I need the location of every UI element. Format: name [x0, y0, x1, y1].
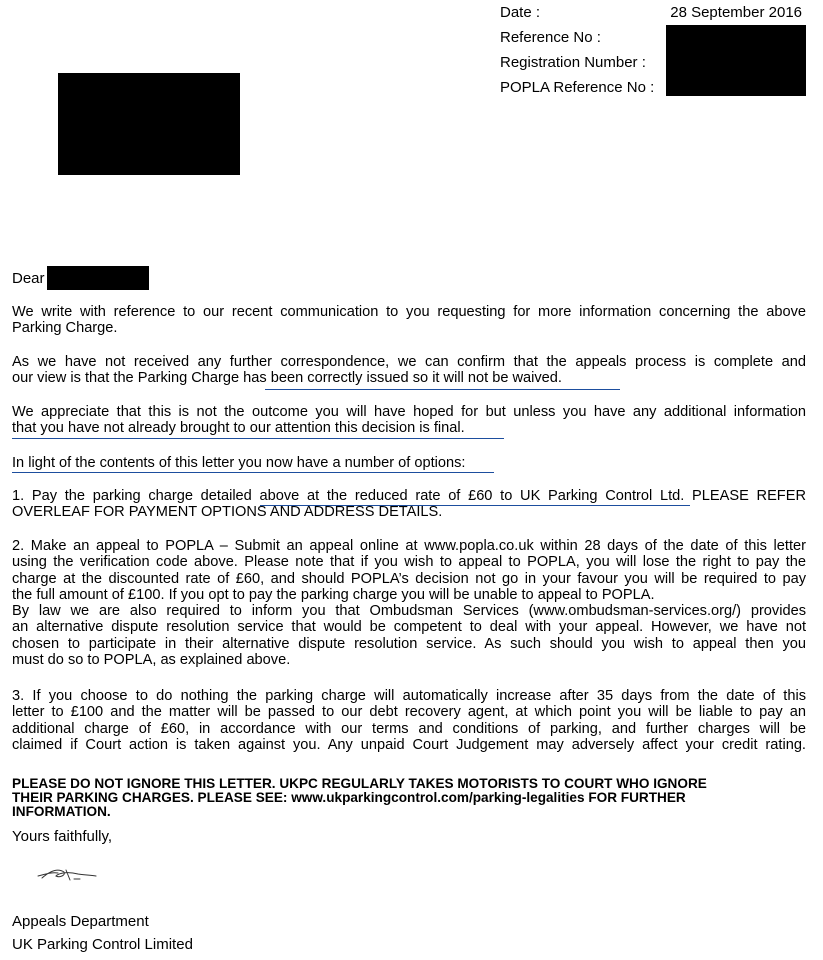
paragraph-line: OVERLEAF FOR PAYMENT OPTIONS AND ADDRESS DETAILS. — [12, 504, 443, 521]
signatory-company: UK Parking Control Limited — [12, 936, 193, 953]
paragraph-intro — [12, 304, 806, 337]
date-value: 28 September 2016 — [670, 4, 802, 21]
paragraph-appeal-complete — [12, 354, 806, 387]
paragraph-line: letter to £100 and the matter will be passed to our debt recovery agent, at which point you will be liable to pay an — [12, 704, 806, 721]
signature-image — [36, 862, 100, 890]
paragraph-line: 3. If you choose to do nothing the parking charge will automatically increase after 35 days from the date of this — [12, 688, 806, 704]
paragraph-line: We write with reference to our recent communication to you requesting for more information concerning the above — [12, 304, 806, 320]
paragraph-line: claimed if Court action is taken against you. Any unpaid Court Judgement may adversely affect your credit rating. — [12, 736, 806, 753]
paragraph-line: 2. Make an appeal to POPLA – Submit an appeal online at www.popla.co.uk within 28 days of the date of this letter — [12, 538, 806, 554]
signatory-department: Appeals Department — [12, 913, 149, 930]
paragraph-line: must do so to POPLA, as explained above. — [12, 652, 291, 669]
warning-notice — [12, 777, 806, 820]
reference-label: Reference No : — [500, 29, 601, 46]
paragraph-decision-final — [12, 404, 806, 437]
popla-reference-label: POPLA Reference No : — [500, 79, 655, 96]
valediction: Yours faithfully, — [12, 828, 113, 845]
options-intro: In light of the contents of this letter you now have a number of options: — [12, 455, 466, 471]
underline-accent — [12, 472, 494, 473]
option-2-appeal — [12, 538, 806, 668]
paragraph-line: Parking Charge. — [12, 320, 118, 337]
paragraph-line: that you have not already brought to our attention this decision is final. — [12, 420, 465, 437]
warning-line: THEIR PARKING CHARGES. PLEASE SEE: www.ukparkingcontrol.com/parking-legalities FOR FURTHER — [12, 790, 686, 806]
redacted-recipient-name — [47, 266, 149, 290]
paragraph-line: our view is that the Parking Charge has been correctly issued so it will not be waived. — [12, 370, 562, 387]
redacted-reference-numbers — [666, 25, 806, 96]
paragraph-line: By law we are also required to inform you that Ombudsman Services (www.ombudsman-services.org/) provides — [12, 603, 806, 620]
underline-accent — [260, 505, 690, 506]
underline-accent — [12, 438, 504, 439]
warning-line: PLEASE DO NOT IGNORE THIS LETTER. UKPC REGULARLY TAKES MOTORISTS TO COURT WHO IGNORE — [12, 776, 707, 791]
paragraph-line: We appreciate that this is not the outcome you will have hoped for but unless you have any additional information — [12, 404, 806, 420]
paragraph-line: the full amount of £100. If you opt to pay the parking charge you will be unable to appeal to POPLA. — [12, 586, 655, 603]
paragraph-line: charge at the discounted rate of £60, and should POPLA’s decision not go in your favour you will be required to pay — [12, 570, 806, 587]
salutation: Dear — [12, 270, 45, 287]
warning-line: INFORMATION. — [12, 804, 111, 820]
paragraph-line: using the verification code above. Please note that if you wish to appeal to POPLA, you will lose the right to pay the — [12, 554, 806, 571]
paragraph-line: additional charge of £60, in accordance with our terms and conditions of parking, and further charges will be — [12, 720, 806, 737]
paragraph-line: 1. Pay the parking charge detailed above at the reduced rate of £60 to UK Parking Control Ltd. PLEASE REFER — [12, 488, 806, 504]
paragraph-line: chosen to participate in their alternative dispute resolution service. As such should you wish to appeal then you — [12, 635, 806, 652]
registration-label: Registration Number : — [500, 54, 646, 71]
redacted-recipient-address — [58, 73, 240, 175]
paragraph-line: an alternative dispute resolution service that would be competent to deal with your appeal. However, we have not — [12, 619, 806, 636]
underline-accent — [265, 389, 620, 390]
paragraph-line: As we have not received any further correspondence, we can confirm that the appeals process is complete and — [12, 354, 806, 370]
date-label: Date : — [500, 4, 541, 21]
option-3-do-nothing — [12, 688, 806, 753]
